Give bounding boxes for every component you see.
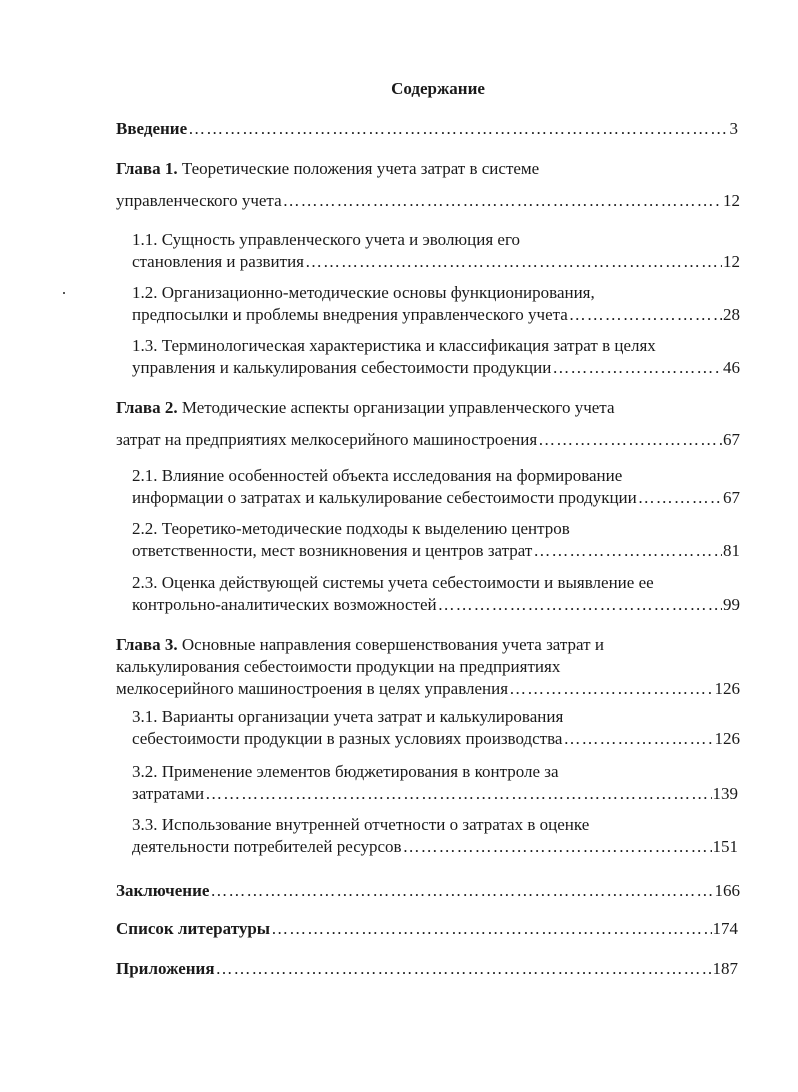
leader-dots <box>205 783 711 805</box>
toc-entry-section-1-3[interactable] <box>132 335 740 379</box>
toc-entry-section-1-1[interactable] <box>132 229 740 273</box>
toc-entry-section-3-1[interactable] <box>132 706 740 750</box>
leader-dots <box>569 304 722 326</box>
toc-label: Заключение <box>116 881 210 900</box>
toc-entry-section-2-3[interactable] <box>132 572 740 616</box>
section-title-line: 3.3. Использование внутренней отчетности о затратах в оценке <box>132 815 590 834</box>
page-number: 46 <box>723 358 740 377</box>
section-title-line: 1.3. Терминологическая характеристика и классификация затрат в целях <box>132 336 656 355</box>
section-title-line: затратами <box>132 784 205 803</box>
page-title: Содержание <box>391 79 485 98</box>
toc-entry-references[interactable] <box>116 918 738 940</box>
section-title-line: себестоимости продукции в разных условиях производства <box>132 729 563 748</box>
chapter-number: Глава 1. <box>116 159 178 178</box>
scan-speck <box>63 292 65 294</box>
toc-entry-conclusion[interactable] <box>116 880 740 902</box>
section-title-line: становления и развития <box>132 252 305 271</box>
section-title-line: предпосылки и проблемы внедрения управленческого учета <box>132 305 568 324</box>
page-number: 139 <box>712 784 738 803</box>
toc-entry-section-1-2[interactable] <box>132 282 740 326</box>
page-number: 151 <box>712 837 738 856</box>
section-title-line: 2.2. Теоретико-методические подходы к выделению центров <box>132 519 570 538</box>
toc-entry-section-2-1[interactable] <box>132 465 740 509</box>
chapter-title-line: калькулирования себестоимости продукции на предприятиях <box>116 657 561 676</box>
leader-dots <box>552 357 722 379</box>
leader-dots <box>216 958 712 980</box>
leader-dots <box>210 880 713 902</box>
section-title-line: контрольно-аналитических возможностей <box>132 595 437 614</box>
page-number: 3 <box>729 119 738 138</box>
toc-entry-appendices[interactable] <box>116 958 738 980</box>
section-title-line: 3.2. Применение элементов бюджетирования в контроле за <box>132 762 559 781</box>
chapter-title-line: затрат на предприятиях мелкосерийного машиностроения <box>116 430 538 449</box>
chapter-number: Глава 3. <box>116 635 178 654</box>
chapter-number: Глава 2. <box>116 398 178 417</box>
leader-dots <box>283 190 722 212</box>
page-number: 12 <box>723 252 740 271</box>
section-title-line: 1.1. Сущность управленческого учета и эволюция его <box>132 230 520 249</box>
chapter-title-line: Методические аспекты организации управленческого учета <box>181 398 615 417</box>
page-number: 28 <box>723 305 740 324</box>
page-number: 126 <box>714 679 740 698</box>
leader-dots <box>403 836 712 858</box>
page-number: 166 <box>714 881 740 900</box>
page-number: 67 <box>723 430 740 449</box>
section-title-line: 3.1. Варианты организации учета затрат и калькулирования <box>132 707 564 726</box>
chapter-title-line: мелкосерийного машиностроения в целях управления <box>116 679 509 698</box>
leader-dots <box>305 251 722 273</box>
page-number: 99 <box>723 595 740 614</box>
page-number: 174 <box>712 919 738 938</box>
toc-label: Введение <box>116 119 188 138</box>
section-title-line: деятельности потребителей ресурсов <box>132 837 402 856</box>
leader-dots <box>538 429 722 451</box>
toc-entry-section-3-3[interactable] <box>132 814 738 858</box>
toc-entry-intro[interactable] <box>116 118 738 140</box>
section-title-line: 2.1. Влияние особенностей объекта исследования на формирование <box>132 466 623 485</box>
chapter-title-line: Основные направления совершенствования учета затрат и <box>181 635 604 654</box>
section-title-line: управления и калькулирования себестоимости продукции <box>132 358 552 377</box>
toc-entry-section-2-2[interactable] <box>132 518 740 562</box>
leader-dots <box>438 594 722 616</box>
chapter-title-line: Теоретические положения учета затрат в системе <box>181 159 540 178</box>
leader-dots <box>638 487 722 509</box>
toc-entry-chapter-2[interactable] <box>116 397 740 451</box>
section-title-line: 1.2. Организационно-методические основы функционирования, <box>132 283 595 302</box>
page-number: 187 <box>712 959 738 978</box>
leader-dots <box>563 728 713 750</box>
section-title-line: информации о затратах и калькулирование себестоимости продукции <box>132 488 637 507</box>
page-number: 67 <box>723 488 740 507</box>
section-title-line: 2.3. Оценка действующей системы учета себестоимости и выявление ее <box>132 573 654 592</box>
toc-label: Приложения <box>116 959 215 978</box>
toc-entry-section-3-2[interactable] <box>132 761 738 805</box>
toc-label: Список литературы <box>116 919 271 938</box>
leader-dots <box>188 118 728 140</box>
page-number: 12 <box>723 191 740 210</box>
toc-entry-chapter-3[interactable] <box>116 634 740 700</box>
leader-dots <box>271 918 711 940</box>
toc-entry-chapter-1[interactable] <box>116 158 740 212</box>
leader-dots <box>533 540 722 562</box>
page-number: 126 <box>714 729 740 748</box>
chapter-title-line: управленческого учета <box>116 191 282 210</box>
section-title-line: ответственности, мест возникновения и центров затрат <box>132 541 533 560</box>
leader-dots <box>509 678 713 700</box>
page-number: 81 <box>723 541 740 560</box>
